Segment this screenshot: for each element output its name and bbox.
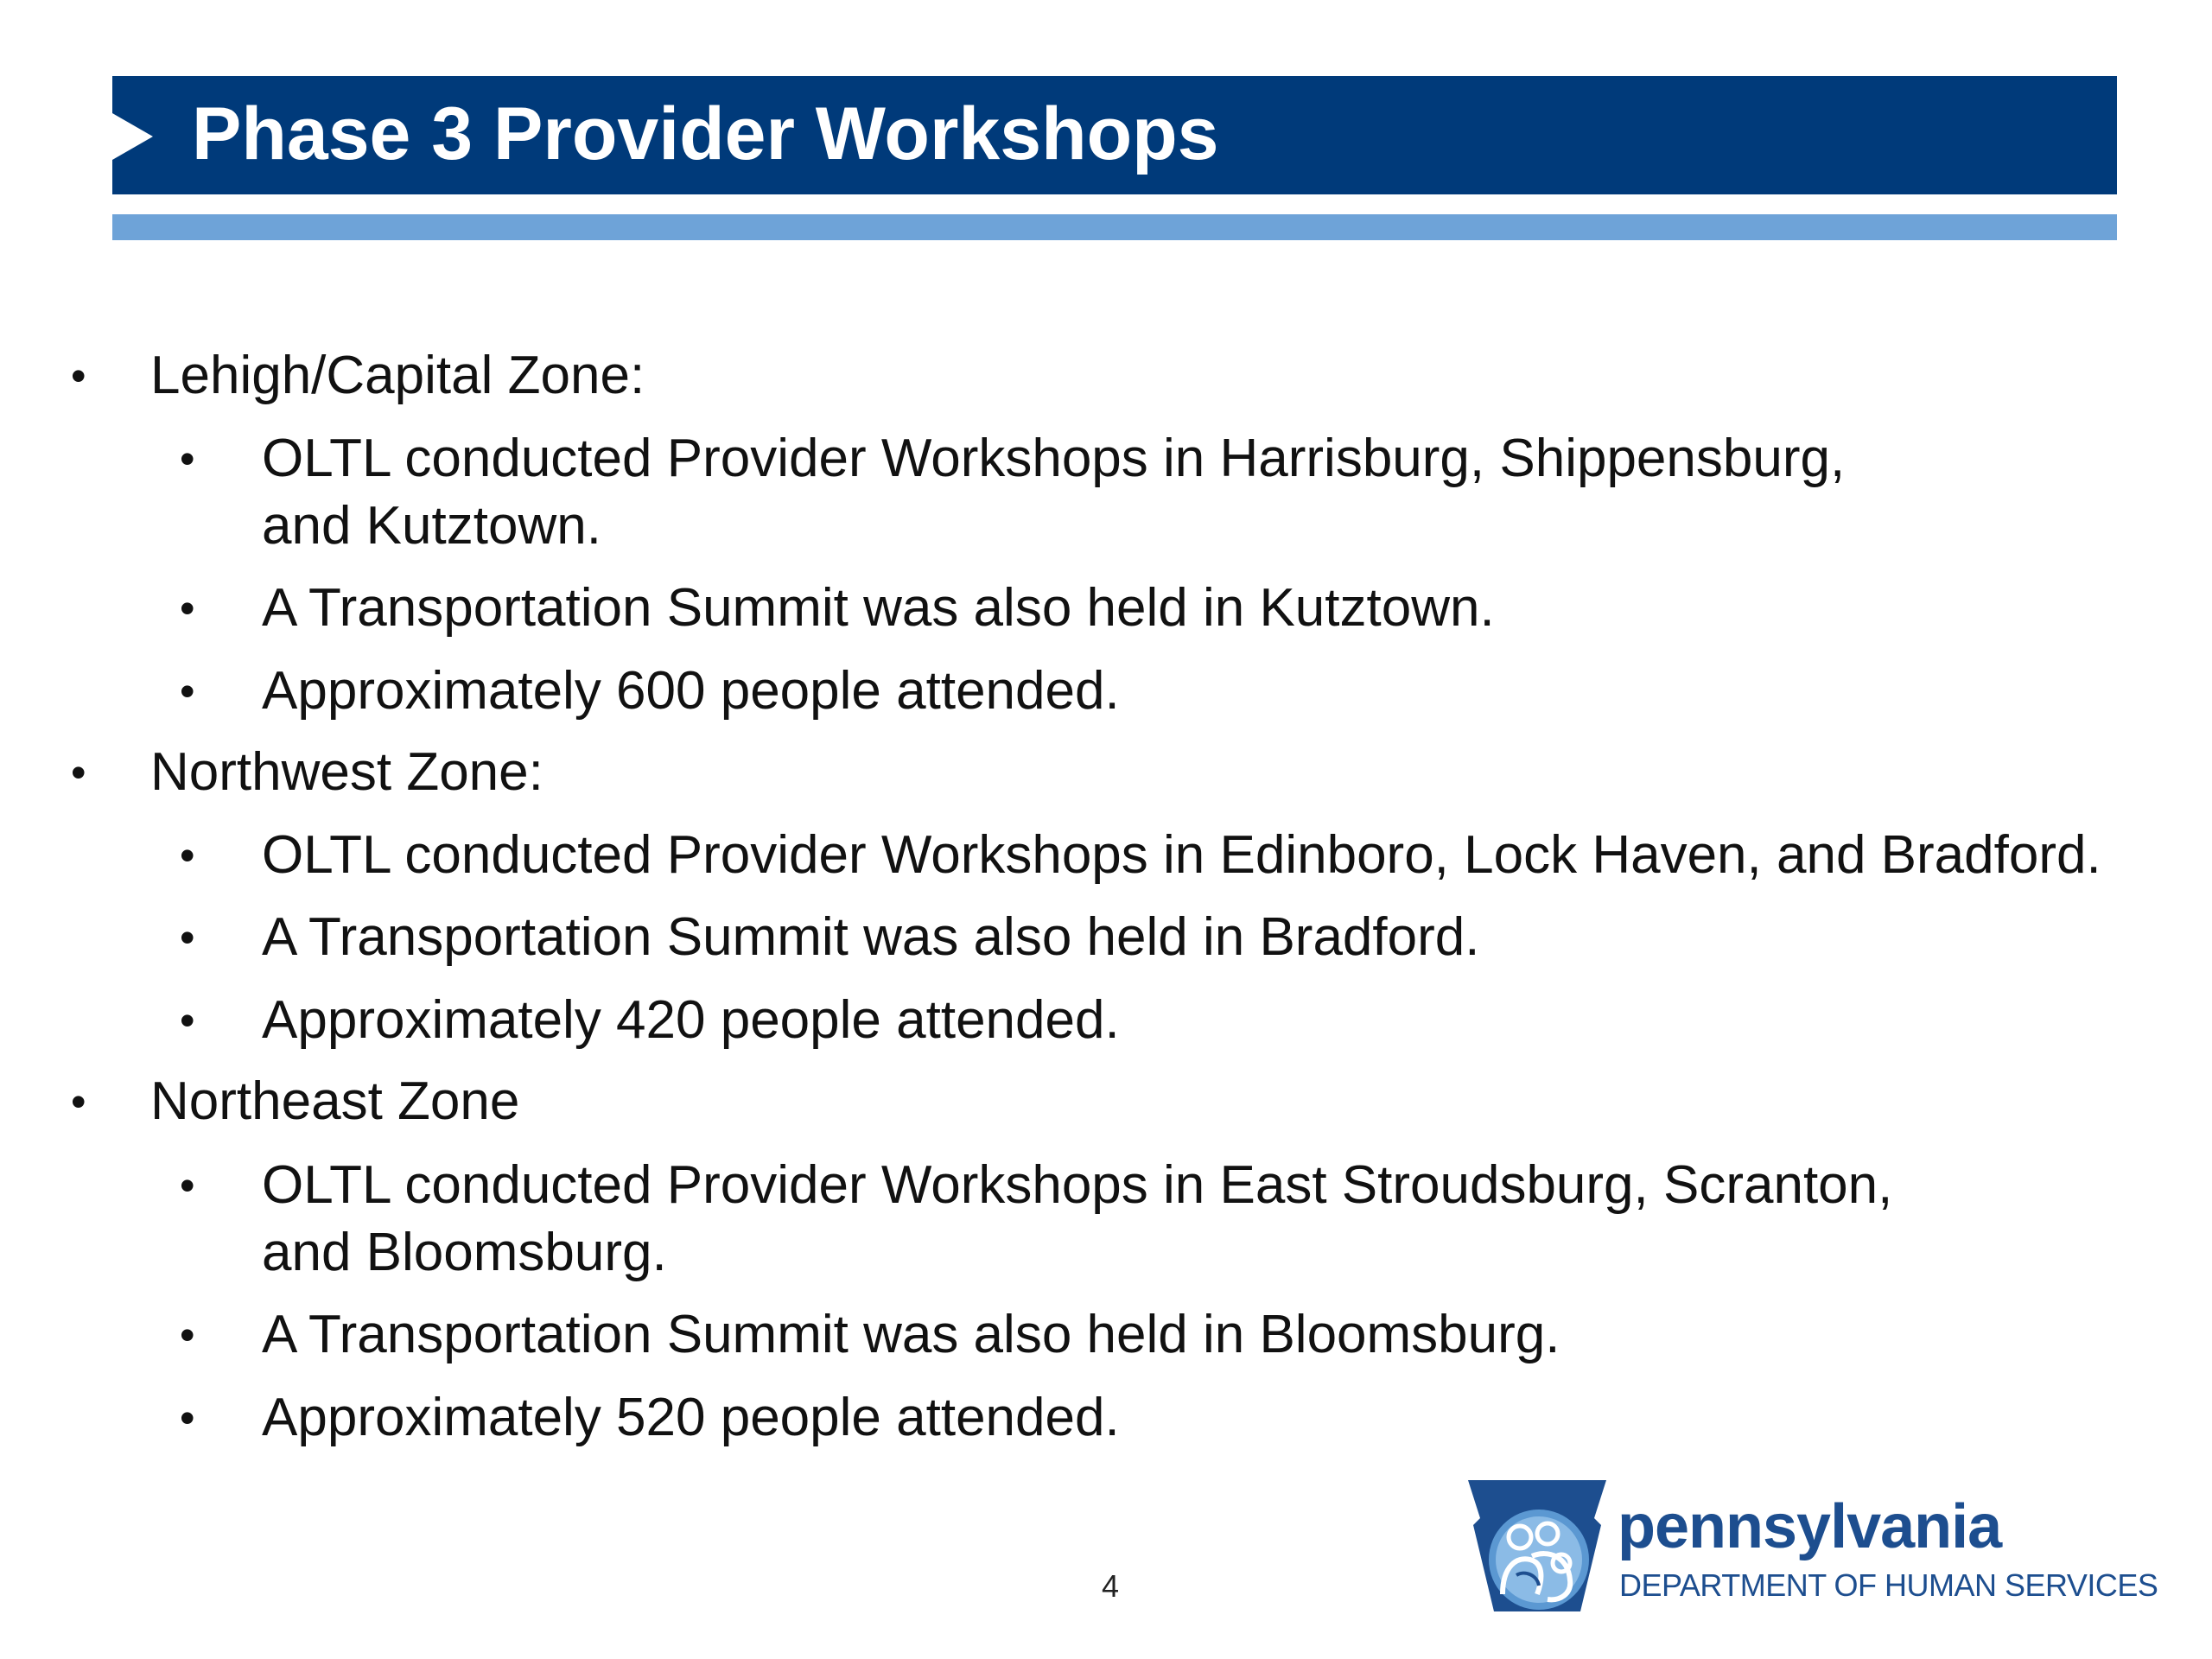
bullet-icon: • — [180, 831, 195, 880]
bullet-icon: • — [71, 748, 86, 797]
sub-item — [180, 987, 1120, 1054]
zone-label: Northeast Zone — [150, 1071, 520, 1131]
sub-item — [180, 575, 1495, 642]
sub-item-line: OLTL conducted Provider Workshops in East Stroudsburg, Scranton, — [262, 1155, 1893, 1215]
bullet-icon: • — [180, 913, 195, 962]
sub-item — [180, 658, 1120, 725]
bullet-icon: • — [180, 1311, 195, 1359]
zone-item-northwest — [71, 739, 543, 806]
zone-item-lehigh-capital — [71, 342, 645, 410]
sub-item — [180, 1152, 1893, 1219]
bullet-icon: • — [180, 1161, 195, 1210]
sub-item-line: A Transportation Summit was also held in Kutztown. — [262, 578, 1495, 638]
sub-item-line: Approximately 520 people attended. — [262, 1388, 1120, 1447]
sub-item — [180, 425, 1846, 493]
sub-item — [180, 822, 2101, 889]
sub-item-line: OLTL conducted Provider Workshops in Edinboro, Lock Haven, and Bradford. — [262, 825, 2101, 885]
sub-item — [180, 1301, 1560, 1369]
bullet-icon: • — [71, 352, 86, 400]
bullet-icon: • — [71, 1077, 86, 1126]
sub-item-line: and Bloomsburg. — [262, 1223, 667, 1282]
keystone-family-icon — [1465, 1473, 1610, 1620]
sub-item-line: OLTL conducted Provider Workshops in Harrisburg, Shippensburg, — [262, 429, 1846, 488]
logo-subtitle: DEPARTMENT OF HUMAN SERVICES — [1619, 1567, 2158, 1603]
bullet-icon: • — [180, 435, 195, 483]
slide-title: Phase 3 Provider Workshops — [192, 92, 1219, 175]
sub-item — [180, 904, 1480, 971]
zone-label: Lehigh/Capital Zone: — [150, 346, 645, 405]
bullet-icon: • — [180, 667, 195, 715]
sub-item-continuation — [262, 493, 601, 560]
sub-item-line: A Transportation Summit was also held in Bradford. — [262, 907, 1480, 967]
sub-item-line: Approximately 600 people attended. — [262, 661, 1120, 721]
logo-wordmark: pennsylvania — [1618, 1492, 2002, 1561]
sub-item-line: Approximately 420 people attended. — [262, 990, 1120, 1050]
sub-item-line: A Transportation Summit was also held in Bloomsburg. — [262, 1305, 1560, 1364]
sub-item-continuation — [262, 1219, 667, 1287]
zone-label: Northwest Zone: — [150, 742, 543, 802]
sub-item — [180, 1384, 1120, 1452]
bullet-icon: • — [180, 584, 195, 632]
zone-item-northeast — [71, 1068, 520, 1135]
pa-dhs-logo — [1465, 1473, 2158, 1620]
bullet-icon: • — [180, 1394, 195, 1442]
page-number: 4 — [1101, 1568, 1120, 1604]
bullet-icon: • — [180, 996, 195, 1045]
sub-item-line: and Kutztown. — [262, 496, 601, 556]
